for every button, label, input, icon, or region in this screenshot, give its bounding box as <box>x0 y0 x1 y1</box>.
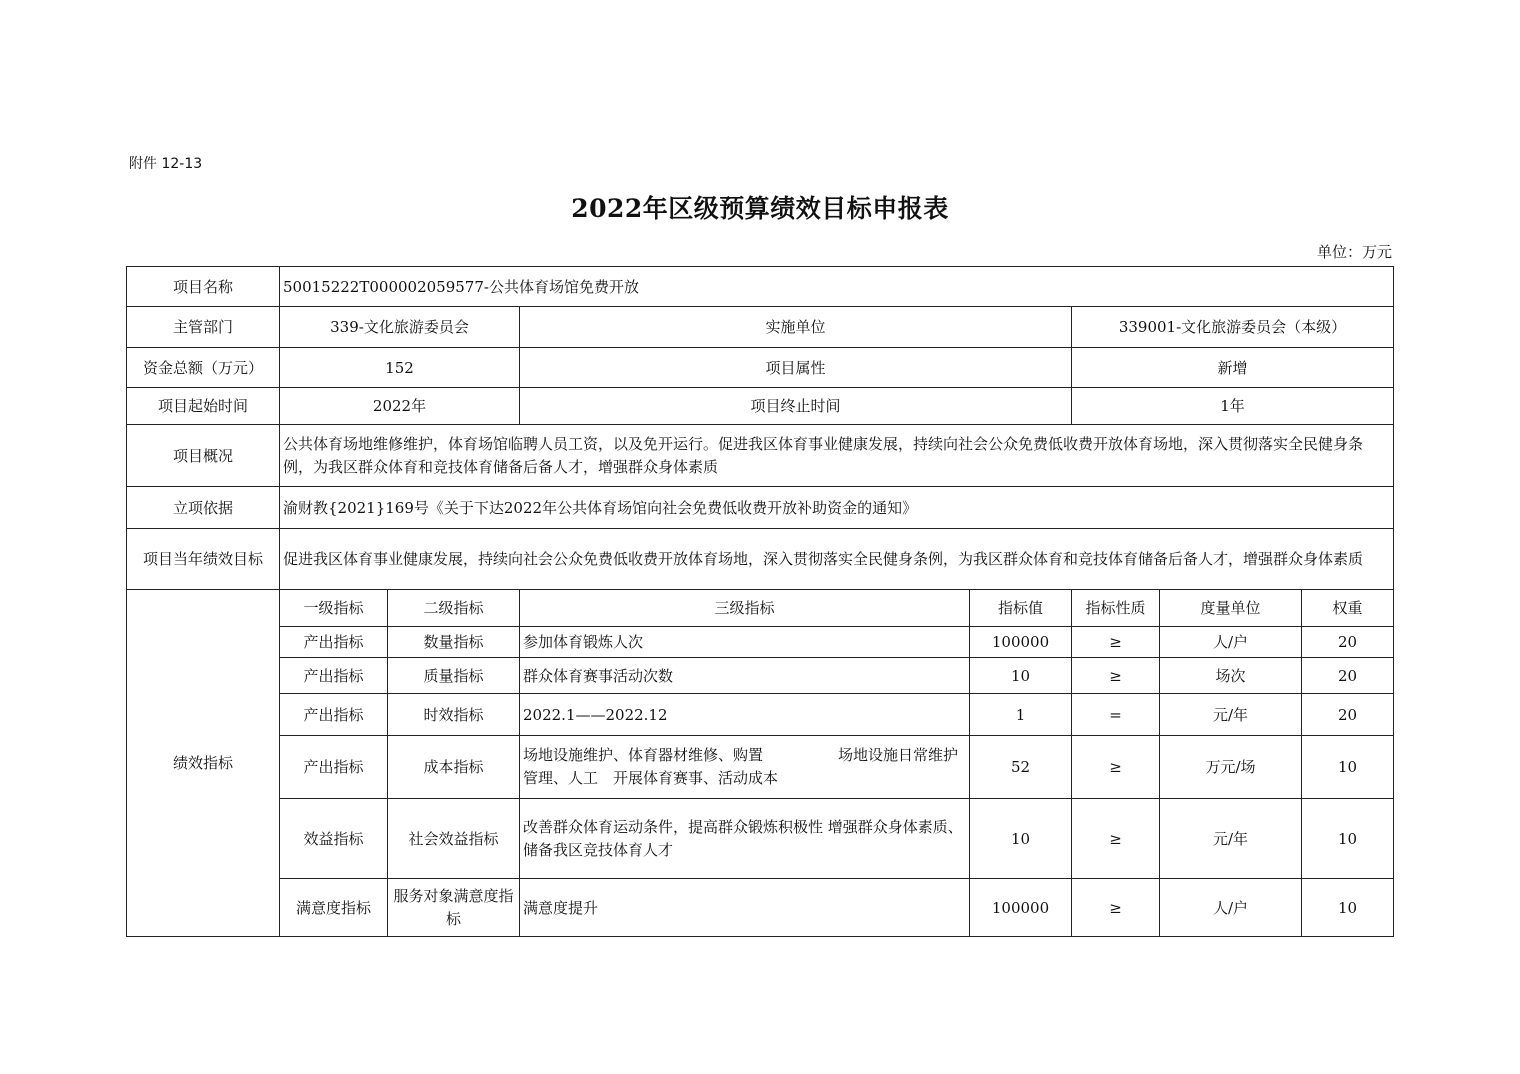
basis-value: 渝财教{2021}169号《关于下达2022年公共体育场馆向社会免费低收费开放补助资金的通知》 <box>280 487 1394 529</box>
row-value: 10 <box>970 658 1072 694</box>
attachment-label: 附件 12-13 <box>129 156 203 172</box>
header-l3: 三级指标 <box>520 590 970 627</box>
row-nature: ≥ <box>1072 658 1160 694</box>
table-row <box>127 879 1394 937</box>
impl-value: 339001-文化旅游委员会（本级） <box>1072 307 1394 348</box>
header-l2: 二级指标 <box>388 590 520 627</box>
row-nature: ≥ <box>1072 799 1160 879</box>
row-value: 52 <box>970 736 1072 799</box>
overview-label: 项目概况 <box>127 425 280 487</box>
attr-label: 项目属性 <box>520 348 1072 388</box>
goal-value: 促进我区体育事业健康发展，持续向社会公众免费低收费开放体育场地，深入贯彻落实全民健身条例，为我区群众体育和竞技体育储备后备人才，增强群众身体素质 <box>280 529 1394 590</box>
goal-label: 项目当年绩效目标 <box>127 529 280 590</box>
end-value: 1年 <box>1072 388 1394 425</box>
table-row <box>127 736 1394 799</box>
row-value: 100000 <box>970 879 1072 937</box>
row-nature: = <box>1072 694 1160 736</box>
row-l3: 满意度提升 <box>520 879 970 937</box>
dept-value: 339-文化旅游委员会 <box>280 307 520 348</box>
period-row <box>127 388 1394 425</box>
row-l1: 效益指标 <box>280 799 388 879</box>
row-nature: ≥ <box>1072 879 1160 937</box>
row-l1: 产出指标 <box>280 627 388 658</box>
row-unit: 万元/场 <box>1160 736 1302 799</box>
header-value: 指标值 <box>970 590 1072 627</box>
fund-row <box>127 348 1394 388</box>
row-value: 100000 <box>970 627 1072 658</box>
row-l2: 质量指标 <box>388 658 520 694</box>
attr-value: 新增 <box>1072 348 1394 388</box>
header-unit: 度量单位 <box>1160 590 1302 627</box>
row-l3: 场地设施维护、体育器材维修、购置 场地设施日常维护管理、人工 开展体育赛事、活动成本 <box>520 736 970 799</box>
row-unit: 人/户 <box>1160 627 1302 658</box>
row-l1: 产出指标 <box>280 658 388 694</box>
row-l2: 成本指标 <box>388 736 520 799</box>
row-l3: 改善群众体育运动条件，提高群众锻炼积极性 增强群众身体素质、储备我区竞技体育人才 <box>520 799 970 879</box>
overview-value: 公共体育场地维修维护，体育场馆临聘人员工资，以及免开运行。促进我区体育事业健康发展，持续向社会公众免费低收费开放体育场地，深入贯彻落实全民健身条例，为我区群众体育和竞技体育储备后备人才，增强群众身体素质 <box>280 425 1394 487</box>
row-l2: 服务对象满意度指标 <box>388 879 520 937</box>
fund-label: 资金总额（万元） <box>127 348 280 388</box>
row-unit: 人/户 <box>1160 879 1302 937</box>
department-row <box>127 307 1394 348</box>
perf-section-label: 绩效指标 <box>127 590 280 937</box>
row-weight: 20 <box>1302 658 1394 694</box>
project-name-value: 50015222T000002059577-公共体育场馆免费开放 <box>280 267 1394 307</box>
row-weight: 10 <box>1302 879 1394 937</box>
project-name-label: 项目名称 <box>127 267 280 307</box>
start-value: 2022年 <box>280 388 520 425</box>
row-l2: 时效指标 <box>388 694 520 736</box>
end-label: 项目终止时间 <box>520 388 1072 425</box>
page-title: 2022年区级预算绩效目标申报表 <box>571 194 949 223</box>
row-unit: 元/年 <box>1160 799 1302 879</box>
row-l3: 2022.1——2022.12 <box>520 694 970 736</box>
table-row <box>127 658 1394 694</box>
row-weight: 20 <box>1302 627 1394 658</box>
basis-label: 立项依据 <box>127 487 280 529</box>
row-l3: 参加体育锻炼人次 <box>520 627 970 658</box>
row-l1: 产出指标 <box>280 736 388 799</box>
goal-row <box>127 529 1394 590</box>
perf-header-row <box>127 590 1394 627</box>
row-l1: 满意度指标 <box>280 879 388 937</box>
row-l2: 社会效益指标 <box>388 799 520 879</box>
row-unit: 场次 <box>1160 658 1302 694</box>
table-row <box>127 627 1394 658</box>
header-nature: 指标性质 <box>1072 590 1160 627</box>
row-nature: ≥ <box>1072 736 1160 799</box>
table-row <box>127 694 1394 736</box>
basis-row <box>127 487 1394 529</box>
project-name-row <box>127 267 1394 307</box>
table-row <box>127 799 1394 879</box>
fund-value: 152 <box>280 348 520 388</box>
row-l2: 数量指标 <box>388 627 520 658</box>
row-unit: 元/年 <box>1160 694 1302 736</box>
header-l1: 一级指标 <box>280 590 388 627</box>
performance-target-table <box>126 266 1394 937</box>
row-value: 10 <box>970 799 1072 879</box>
row-nature: ≥ <box>1072 627 1160 658</box>
unit-label: 单位：万元 <box>1316 243 1392 261</box>
overview-row <box>127 425 1394 487</box>
row-l3: 群众体育赛事活动次数 <box>520 658 970 694</box>
row-l1: 产出指标 <box>280 694 388 736</box>
row-weight: 10 <box>1302 799 1394 879</box>
dept-label: 主管部门 <box>127 307 280 348</box>
start-label: 项目起始时间 <box>127 388 280 425</box>
row-weight: 20 <box>1302 694 1394 736</box>
impl-label: 实施单位 <box>520 307 1072 348</box>
row-value: 1 <box>970 694 1072 736</box>
row-weight: 10 <box>1302 736 1394 799</box>
header-weight: 权重 <box>1302 590 1394 627</box>
